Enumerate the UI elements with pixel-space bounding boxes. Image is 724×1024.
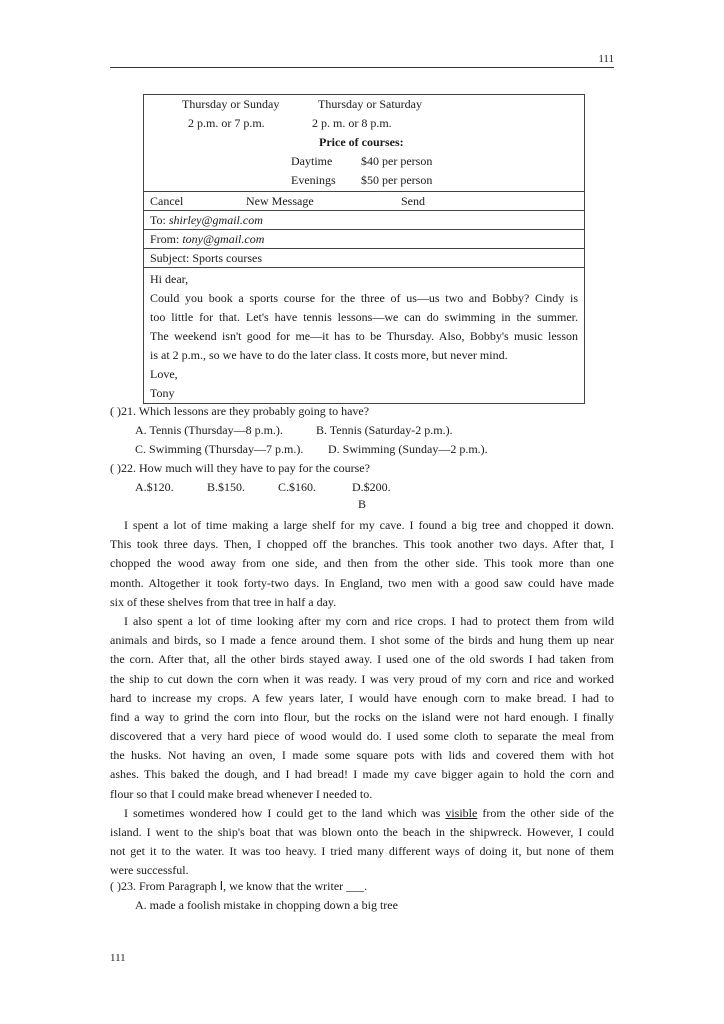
passage-line	[110, 804, 614, 823]
price-label-daytime: Daytime	[291, 154, 333, 168]
schedule-days-1: Thursday or Sunday	[182, 97, 280, 111]
cancel-button[interactable]: Cancel	[150, 194, 184, 208]
from-field[interactable]	[144, 230, 584, 249]
passage-line: the corn. After that, all the other birds stayed away. I used one of the old swords I had taken from	[110, 652, 614, 667]
passage-line: were successful.	[110, 863, 189, 878]
q21-option-d: D. Swimming (Sunday—2 p.m.).	[328, 442, 488, 456]
schedule-days-2: Thursday or Saturday	[318, 97, 422, 111]
q22-option-c: C.$160.	[278, 480, 317, 494]
price-value-daytime: $40 per person	[361, 154, 433, 168]
email-body-line: Could you book a sports course for the three of us—us two and Bobby? Cindy is	[150, 291, 578, 305]
passage-line: discovered that a very hard piece of wood would do. I used some cloth to separate the meal from	[110, 729, 614, 744]
passage-line: island. I went to the ship's boat that was blown onto the beach in the shipwreck. However, I could	[110, 825, 614, 839]
question-22-options	[110, 478, 614, 497]
passage-line: find a way to grind the corn into flour, but the rocks on the island were not hard enough. I finally	[110, 709, 614, 724]
q21-option-a: A. Tennis (Thursday—8 p.m.).	[135, 423, 283, 437]
page-number-top: 111	[598, 53, 614, 65]
question-21: ( )21. Which lessons are they probably going to have?	[110, 404, 370, 418]
from-label: From:	[150, 232, 180, 246]
passage-line: chopped the wood away from one side, and then from the other side. This took more than one	[110, 556, 614, 571]
email-screenshot	[143, 94, 585, 404]
passage-line: hard to increase my crops. A few years later, I would have enough corn to make bread. I had to	[110, 690, 614, 705]
q22-option-d: D.$200.	[352, 480, 391, 494]
to-field[interactable]	[144, 211, 584, 230]
new-message-title: New Message	[246, 194, 314, 208]
passage-line: not get it to the water. It was too heavy. I tried many different ways of doing it, but none of them	[110, 844, 614, 859]
question-23: ( )23. From Paragraph Ⅰ, we know that the writer ___.	[110, 879, 368, 893]
question-block-23	[110, 877, 614, 915]
from-value: tony@gmail.com	[182, 232, 265, 246]
passage-text: from the other side of the	[477, 805, 614, 820]
q21-option-c: C. Swimming (Thursday—7 p.m.).	[135, 442, 304, 456]
course-schedule	[144, 95, 584, 192]
underlined-word-visible: visible	[445, 805, 478, 820]
passage-line: flour so that I could make bread whenever I needed to.	[110, 786, 373, 801]
subject-field[interactable]	[144, 249, 584, 268]
email-body-line: Love,	[150, 367, 178, 381]
schedule-hours-2: 2 p. m. or 8 p.m.	[312, 116, 392, 130]
schedule-hours-1: 2 p.m. or 7 p.m.	[188, 116, 265, 130]
passage-line: I spent a lot of time making a large shelf for my cave. I found a big tree and chopped it down.	[124, 518, 614, 532]
section-b-heading: B	[357, 497, 366, 511]
q22-option-a: A.$120.	[135, 480, 174, 494]
passage-line: I also spent a lot of time looking after my corn and rice crops. I had to protect them from wild	[124, 613, 614, 628]
reading-passage	[110, 516, 614, 881]
email-toolbar	[144, 192, 584, 211]
email-body-line: Hi dear,	[150, 272, 189, 286]
email-body-line: is at 2 p.m., so we have to do the later class. It costs more, but never mind.	[150, 348, 508, 362]
email-body-line: Tony	[150, 386, 175, 400]
passage-line: six of these shelves from that tree in half a day.	[110, 594, 337, 609]
price-label-evenings: Evenings	[291, 173, 336, 187]
q22-option-b: B.$150.	[207, 480, 246, 494]
send-button[interactable]: Send	[401, 194, 425, 208]
email-body[interactable]	[144, 268, 584, 403]
subject-text: Subject: Sports courses	[150, 251, 262, 265]
price-title: Price of courses:	[319, 135, 404, 149]
question-22: ( )22. How much will they have to pay for the course?	[110, 461, 370, 475]
passage-line: This took three days. Then, I chopped off the branches. This took another two days. After that, I	[110, 537, 614, 552]
passage-line: animals and birds, so I made a fence around them. I shot some of the birds and hung them up near	[110, 633, 614, 648]
header-rule	[110, 67, 614, 68]
to-label: To:	[150, 213, 166, 227]
passage-line: ashes. This baked the dough, and I had bread! I made my cave bigger again to hold the corn and	[110, 767, 614, 782]
to-value: shirley@gmail.com	[168, 213, 263, 227]
email-body-line: The weekend isn't good for me—it has to be Thursday. Also, Bobby's music lesson	[150, 329, 578, 343]
passage-line: month. Altogether it took forty-two days. In England, two men with a good saw could have made	[110, 575, 614, 590]
price-value-evenings: $50 per person	[361, 173, 433, 187]
q21-option-b: B. Tennis (Saturday-2 p.m.).	[316, 423, 453, 437]
page-number-bottom: 111	[110, 952, 126, 964]
question-block-21-22	[110, 402, 614, 497]
email-body-line: too little for that. Let's have tennis lessons—we can do swimming in the summer.	[150, 310, 578, 324]
question-23-options	[110, 896, 614, 915]
q23-option-a: A. made a foolish mistake in chopping down a big tree	[135, 898, 398, 912]
question-21-options-ab	[110, 421, 614, 440]
passage-text: I sometimes wondered how I could get to the land which was	[124, 805, 446, 820]
question-21-options-cd	[110, 440, 614, 459]
passage-line: the ship to cut down the corn when it was ready. I was very proud of my corn and rice and worked	[110, 671, 614, 686]
passage-line: the husks. Not having an oven, I made some square pots with lids and covered them with hot	[110, 748, 614, 763]
